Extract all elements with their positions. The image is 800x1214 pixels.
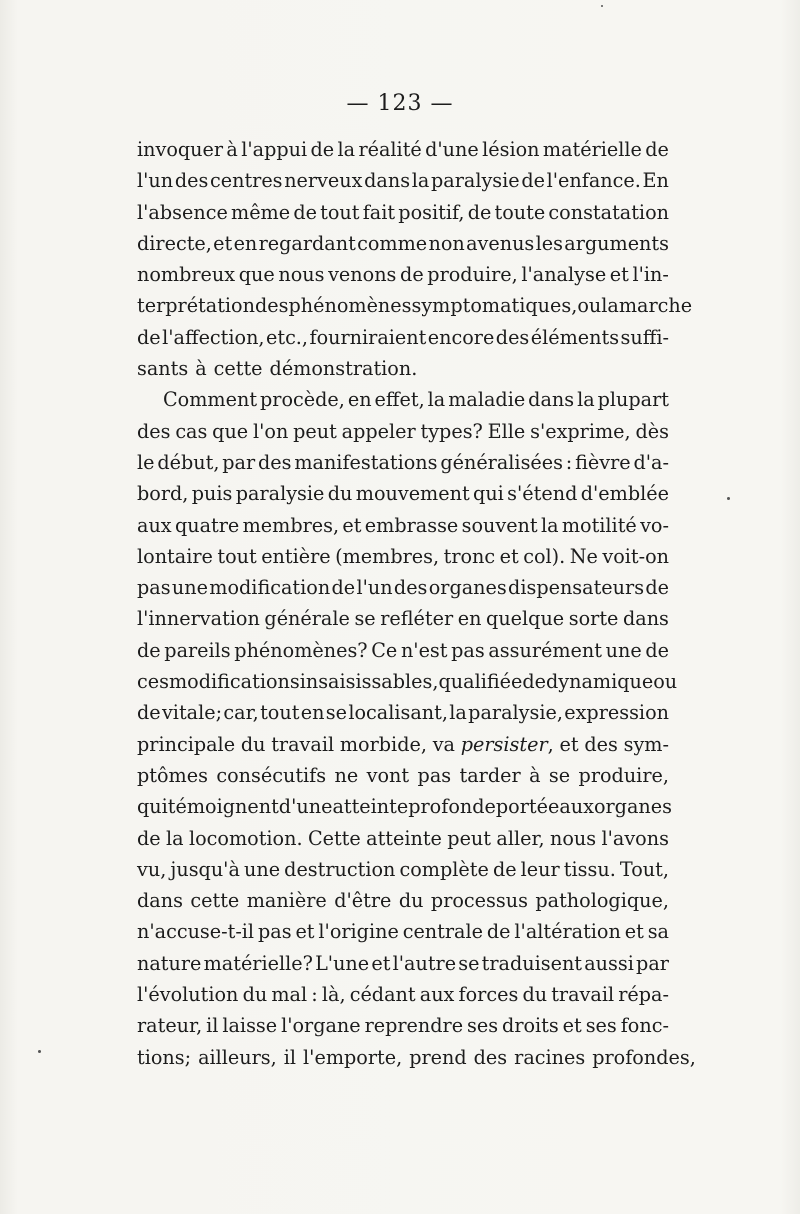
word: et [559,732,579,756]
word: des [393,576,428,600]
word: début, [157,450,220,474]
word: l'avons [601,826,669,850]
word: consécutifs [216,763,327,787]
word: etc., [266,325,309,349]
word: en [300,701,325,725]
word: la [427,388,446,412]
word: dynamique [546,670,654,694]
word: jusqu'à [170,857,240,881]
word: destruction [284,857,396,881]
word: l'altération [514,920,621,944]
text-line [137,353,669,384]
text-line [137,791,672,822]
word: de [645,138,669,161]
page-number: — 123 — [346,91,454,116]
word: les [535,231,563,255]
word: nombreux [137,263,236,287]
text-line [137,228,669,259]
text-line [137,697,669,728]
word: paralysie [235,482,325,506]
paper-speck [727,497,730,500]
word: une [171,576,208,600]
word: l'in- [632,263,669,287]
word: aussi [584,951,634,975]
word: l'un [137,169,174,193]
word: constatation [548,200,669,224]
word: ces [137,670,169,694]
word: embrasse [364,513,459,537]
word: tions; [137,1045,192,1069]
word: ou [577,294,602,318]
word: du [327,482,353,506]
word: généralisées [440,450,563,474]
word: tout [260,701,300,725]
word: regardant [258,231,356,255]
word: appeler [341,419,416,443]
text-line [137,572,669,603]
text-line [137,541,669,572]
word: n'est [400,638,448,662]
word: pareils [164,638,231,662]
text-line [137,948,669,979]
word: pas [257,920,292,944]
word: il [206,1014,219,1038]
word: et [342,513,362,537]
word: des [137,419,171,443]
word: par [636,951,669,975]
text-line [137,635,669,666]
text-line [137,322,669,353]
word: nature [137,951,202,975]
word: procède, [260,388,345,412]
word: phénomènes? [234,638,368,662]
word: matérielle? [203,951,313,975]
word: rateur, [137,1014,203,1038]
word: en [233,231,258,255]
word: générale [264,607,350,631]
word: ailleurs, [198,1045,277,1069]
word: organes [593,795,672,819]
word: phénomènes [288,294,412,318]
word: d'être [334,889,392,913]
word: de [400,263,424,287]
word: des [254,294,289,318]
word: d'a- [633,450,669,474]
word: à [226,138,238,161]
word: fait [362,200,396,224]
word: profondes, [592,1045,696,1069]
word: modification [209,576,331,600]
word: bord, [137,482,189,506]
word: là, [321,983,346,1007]
word: vont [366,763,410,787]
word: effet, [374,388,425,412]
word: tissu. [563,857,616,881]
word: quelque [486,607,565,631]
word: aux [419,983,455,1007]
word: sym- [623,732,669,756]
word: l'on [252,419,289,443]
word: atteinte [332,795,409,819]
word: et [295,920,315,944]
word: puis [191,482,233,506]
word: de [137,826,161,850]
text-line [137,854,669,885]
word: éléments [530,325,620,349]
word: des [257,450,292,474]
word: ne [334,763,359,787]
word: droits [502,1014,559,1038]
word: pas [451,638,485,662]
word: d'emblée [580,482,669,506]
word: : [311,983,318,1007]
word: prend [409,1045,467,1069]
word: assurément [488,638,602,662]
word: l'affection, [162,325,265,349]
word: positif, [398,200,465,224]
word: matérielle [542,138,642,161]
word: dans [364,169,411,193]
word: reprendre [364,1014,464,1038]
text-line [137,760,669,791]
word: morbide, [339,732,427,756]
word: cas [175,419,208,443]
word: la [411,169,430,193]
word: nerveux [284,169,363,193]
word: sants [137,357,189,381]
word: réalité [358,138,422,161]
word: forces [458,983,519,1007]
word: cette [190,889,240,913]
word: même [231,200,291,224]
word: l'innervation [137,607,260,631]
text-line [137,1010,669,1041]
word: sa [647,920,669,944]
word: du [398,889,424,913]
word: des [495,325,530,349]
word: des [473,1045,508,1069]
word: laisse [222,1014,278,1038]
word: suffi- [620,325,669,349]
word: non [428,231,465,255]
word: l'un [356,576,393,600]
text-line [137,416,669,447]
word: que [238,263,275,287]
word: complète [399,857,489,881]
paper-speck [601,5,603,7]
word: du [242,983,268,1007]
word: de [137,638,161,662]
word: de [137,701,161,725]
word: ptômes [137,763,208,787]
word: d'une [278,795,333,819]
word: cédant [349,983,416,1007]
word: Ne [569,544,598,568]
word: vo- [640,513,669,537]
word: la [601,294,619,318]
word: entière [261,544,331,568]
word: sorte [568,607,619,631]
word: arguments [564,231,669,255]
text-line [137,729,669,760]
word: l'organe [281,1014,361,1038]
word: insaisissables, [299,670,439,694]
word: de [331,576,356,600]
word: se [325,701,347,725]
text-line [137,666,678,697]
word: voit-on [602,544,669,568]
word: le [137,450,155,474]
word: En [642,169,669,193]
text-line [137,478,669,509]
word: peut [447,826,491,850]
word: (membres, [335,544,440,568]
body-text [137,134,696,1073]
word: travail [271,732,335,756]
word: manière [246,889,327,913]
word: des [174,169,209,193]
word: L'une [315,951,370,975]
word: à [529,763,541,787]
word: modifications [168,670,300,694]
word: avenus [466,231,535,255]
word: tout [320,200,360,224]
word: nous [549,826,597,850]
text-line [137,1042,696,1073]
word: ou [653,670,678,694]
word: fourniraient [309,325,427,349]
word: souvent [461,513,538,537]
word: l'emporte, [303,1045,403,1069]
word: et [371,951,391,975]
word: que [212,419,249,443]
word: de [522,670,546,694]
word: pas [417,763,452,787]
word: en [347,388,372,412]
word: terprétation [137,294,255,318]
word: toute [494,200,546,224]
word: la [166,826,184,850]
word: dans [528,388,575,412]
word: qui [137,795,168,819]
word: ses [467,1014,499,1038]
word: démonstration. [269,357,418,381]
word: l'origine [318,920,399,944]
word: pas [137,576,171,600]
word: d'une [425,138,479,161]
word: ses [585,1014,617,1038]
word: centrale [402,920,483,944]
word: de [521,169,545,193]
text-line [137,979,669,1010]
word: principale [137,732,236,756]
word: invoquer [137,138,224,161]
word: paralysie, [468,701,563,725]
word: l'enfance. [546,169,641,193]
word: aux [137,513,172,537]
word: Cette [307,826,361,850]
word: peut [293,419,337,443]
word: manifestations [294,450,438,474]
word: cette [213,357,263,381]
word: Ce [371,638,398,662]
word: de [467,200,492,224]
word: s'exprime, [530,419,631,443]
word: processus [430,889,528,913]
word: se [354,607,376,631]
word: centres [209,169,283,193]
word: tarder [459,763,521,787]
word: car, [223,701,259,725]
word: de [137,325,161,349]
word: travail [551,983,615,1007]
word: l'autre [392,951,457,975]
word: expression [564,701,669,725]
word: la [540,513,559,537]
word: leur [520,857,560,881]
word: comme [357,231,428,255]
text-line [137,447,669,478]
word: qui [473,482,504,506]
word: maladie [448,388,526,412]
word: aller, [496,826,545,850]
word: à [195,357,207,381]
word: quatre [174,513,240,537]
word: localisant, [348,701,448,725]
word: une [244,857,281,881]
word: de [486,920,511,944]
word: et [609,263,629,287]
word: une [605,638,642,662]
word: aux [559,795,594,819]
text-line [137,510,669,541]
text-line [137,823,669,854]
word: s'étend [507,482,578,506]
word: se [548,763,571,787]
word: refléter [380,607,454,631]
word: types? [420,419,483,443]
word: vu, [137,857,167,881]
word: l'appui [241,138,308,161]
word: vitale; [161,701,223,725]
word: marche [618,294,693,318]
word: et [562,1014,582,1038]
word: portée [495,795,560,819]
word: Tout, [619,857,669,881]
text-line [137,290,693,321]
word: de [492,857,517,881]
word: symptomatiques, [411,294,578,318]
word: et [213,231,233,255]
paper-speck [38,1050,41,1053]
text-line [137,885,669,916]
word: de [293,200,317,224]
word: l'analyse [521,263,607,287]
word: traduisent [481,951,583,975]
word: motilité [561,513,637,537]
word: dispensateurs [508,576,645,600]
word: venons [328,263,397,287]
word: dès [635,419,669,443]
text-line [137,134,669,165]
word: l'évolution [137,983,239,1007]
word: plupart [597,388,669,412]
word: : [565,450,573,474]
word: mal [271,983,308,1007]
word: directe, [137,231,212,255]
word: profonde [408,795,496,819]
word: témoignent [167,795,279,819]
word: tout [217,544,257,568]
word: la [449,701,467,725]
word: dans [137,889,183,913]
word: produire, [427,263,518,287]
text-line [137,603,669,634]
word: répa- [618,983,669,1007]
word: fièvre [575,450,631,474]
word: la [577,388,595,412]
word: atteinte [366,826,442,850]
word: organes [428,576,507,600]
word: pathologique, [535,889,669,913]
word: membres, [242,513,340,537]
word: persister, [460,732,554,756]
word: qualifiée [438,670,523,694]
word: par [222,450,256,474]
word: lontaire [137,544,213,568]
word: du [240,732,266,756]
word: locomotion. [188,826,303,850]
word: racines [514,1045,586,1069]
word: mouvement [355,482,470,506]
word: et [624,920,644,944]
word: la [337,138,356,161]
word: nous [278,263,325,287]
word: tronc [443,544,496,568]
word: fonc- [620,1014,669,1038]
text-line [137,197,669,228]
text-line [137,916,669,947]
word: des [584,732,618,756]
word: l'absence [137,200,228,224]
word: du [522,983,548,1007]
word: et [499,544,519,568]
word: encore [427,325,495,349]
word: de [645,576,669,600]
word: en [457,607,482,631]
word: lésion [482,138,540,161]
word: de [310,138,335,161]
word: produire, [578,763,669,787]
text-line [137,384,669,415]
word: n'accuse-t-il [137,920,255,944]
word: se [458,951,480,975]
word: va [432,732,455,756]
word: de [645,638,669,662]
word: Comment [163,388,258,412]
word: col). [523,544,566,568]
word: Elle [487,419,526,443]
word: dans [622,607,669,631]
text-line [137,165,669,196]
text-line [137,259,669,290]
word: paralysie [431,169,520,193]
word: il [283,1045,297,1069]
